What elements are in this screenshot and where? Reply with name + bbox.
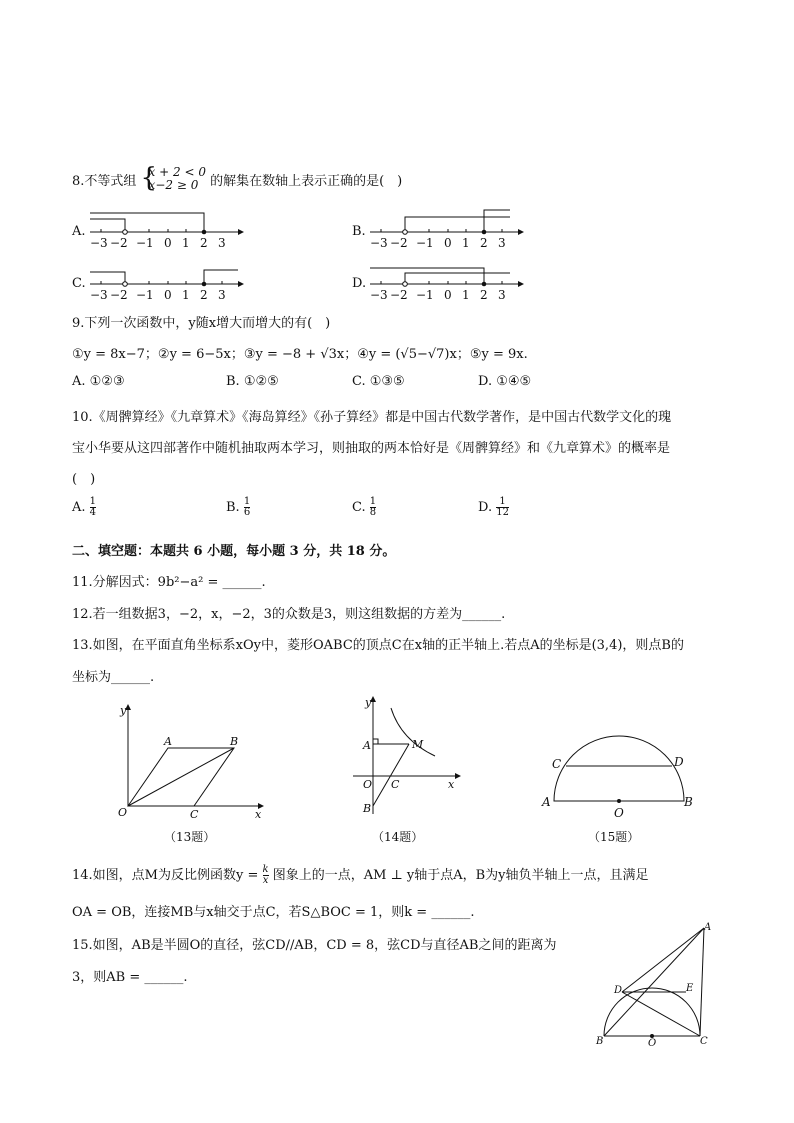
q11: 11.分解因式：9b²−a² = ______. bbox=[72, 575, 266, 590]
svg-text:B: B bbox=[596, 1036, 604, 1047]
svg-text:B: B bbox=[684, 795, 693, 809]
q15-line2: 3，则AB = ______. bbox=[72, 970, 188, 985]
q10-option-d: D. $\frac{1}{12}$ bbox=[478, 496, 509, 518]
q8-system bbox=[140, 162, 206, 193]
svg-text:O: O bbox=[614, 806, 624, 820]
q8-option-b-label: B. bbox=[352, 224, 366, 239]
q10-option-c: C. $\frac{1}{8}$ bbox=[352, 496, 377, 518]
q8-ineq1: x + 2 < 0 bbox=[148, 164, 206, 179]
q8-option-d-label: D. bbox=[352, 276, 367, 291]
svg-text:1: 1 bbox=[462, 236, 470, 250]
q15-line1: 15.如图，AB是半圆O的直径，弦CD//AB，CD = 8，弦CD与直径AB之间的距离为 bbox=[72, 938, 557, 953]
svg-text:C: C bbox=[190, 808, 199, 821]
figure-13 bbox=[112, 702, 272, 822]
q8-ineq2: x−2 ≥ 0 bbox=[148, 177, 199, 192]
svg-text:x: x bbox=[255, 808, 262, 821]
q10-line3: ( ) bbox=[72, 472, 96, 487]
svg-text:1: 1 bbox=[182, 236, 190, 250]
svg-text:B: B bbox=[363, 802, 372, 815]
svg-text:y: y bbox=[365, 696, 372, 709]
svg-text:−2: −2 bbox=[390, 236, 408, 250]
q13-line1: 13.如图，在平面直角坐标系xOy中，菱形OABC的顶点C在x轴的正半轴上.若点A的坐标是(3,4)，则点B的 bbox=[72, 638, 684, 653]
svg-text:B: B bbox=[230, 735, 239, 748]
svg-text:−2: −2 bbox=[110, 236, 128, 250]
svg-text:2: 2 bbox=[480, 236, 488, 250]
q9-option-d: D. ①④⑤ bbox=[478, 374, 532, 389]
svg-text:E: E bbox=[686, 983, 694, 994]
fraction-k-over-x: $\frac{k}{x}$ bbox=[262, 864, 269, 886]
q9-option-b: B. ①②⑤ bbox=[226, 374, 279, 389]
svg-text:−1: −1 bbox=[416, 288, 434, 302]
q10-line1: 10.《周髀算经》《九章算术》《海岛算经》《孙子算经》都是中国古代数学著作，是中国古代数学文化的瑰 bbox=[72, 410, 672, 425]
svg-text:C: C bbox=[391, 778, 400, 791]
q9-stem: 9.下列一次函数中，y随x增大而增大的有( ) bbox=[72, 316, 331, 331]
svg-text:3: 3 bbox=[498, 288, 506, 302]
svg-text:0: 0 bbox=[164, 236, 172, 250]
svg-text:A: A bbox=[542, 795, 551, 809]
svg-text:−3: −3 bbox=[370, 236, 388, 250]
q8-stem bbox=[72, 162, 403, 193]
svg-text:3: 3 bbox=[498, 236, 506, 250]
q10-option-a: A. $\frac{1}{4}$ bbox=[72, 496, 97, 518]
svg-text:−1: −1 bbox=[136, 236, 154, 250]
section-heading: 二、填空题：本题共 6 小题，每小题 3 分，共 18 分。 bbox=[72, 544, 396, 559]
svg-text:1: 1 bbox=[182, 288, 190, 302]
svg-text:2: 2 bbox=[480, 288, 488, 302]
number-line-c bbox=[88, 260, 248, 302]
figure-14 bbox=[345, 694, 465, 819]
q9-option-c: C. ①③⑤ bbox=[352, 374, 405, 389]
number-line-b bbox=[368, 205, 528, 250]
q14-line1: 14.如图，点M为反比例函数y = $\frac{k}{x}$ 图象上的一点，AM ⊥ y轴于点A，B为y轴负半轴上一点，且满足 bbox=[72, 864, 649, 886]
svg-text:−3: −3 bbox=[90, 236, 108, 250]
svg-text:3: 3 bbox=[218, 236, 226, 250]
svg-text:−2: −2 bbox=[390, 288, 408, 302]
svg-text:O: O bbox=[118, 806, 128, 819]
svg-text:C: C bbox=[700, 1036, 708, 1047]
q13-line2: 坐标为______. bbox=[72, 670, 155, 685]
svg-text:0: 0 bbox=[444, 236, 452, 250]
q12: 12.若一组数据3，−2，x，−2，3的众数是3，则这组数据的方差为______. bbox=[72, 607, 506, 622]
svg-text:O: O bbox=[363, 778, 373, 791]
svg-text:y: y bbox=[120, 704, 127, 717]
svg-text:A: A bbox=[363, 739, 371, 752]
svg-text:x: x bbox=[448, 778, 455, 791]
svg-text:D: D bbox=[674, 755, 684, 769]
caption-14: （14题） bbox=[372, 830, 424, 844]
q8-prefix: 8.不等式组 bbox=[72, 174, 137, 189]
svg-text:A: A bbox=[164, 735, 172, 748]
fraction: $\frac{1}{6}$ bbox=[243, 496, 251, 518]
svg-text:−2: −2 bbox=[110, 288, 128, 302]
number-line-d bbox=[368, 260, 528, 302]
q10-line2: 宝小华要从这四部著作中随机抽取两本学习，则抽取的两本恰好是《周髀算经》和《九章算术》的概率是 bbox=[72, 441, 671, 456]
svg-text:1: 1 bbox=[462, 288, 470, 302]
q10-option-b: B. $\frac{1}{6}$ bbox=[226, 496, 251, 518]
q8-suffix: 的解集在数轴上表示正确的是( ) bbox=[210, 174, 403, 189]
svg-text:M: M bbox=[412, 738, 424, 751]
svg-text:−3: −3 bbox=[370, 288, 388, 302]
svg-text:−3: −3 bbox=[90, 288, 108, 302]
q14-line2: OA = OB，连接MB与x轴交于点C，若S△BOC = 1，则k = ______. bbox=[72, 905, 475, 920]
svg-text:C: C bbox=[552, 757, 562, 771]
q9-items: ①y = 8x−7；②y = 6−5x；③y = −8 + √3x；④y = (√5−√7)x；⑤y = 9x. bbox=[72, 347, 528, 362]
fraction: $\frac{1}{8}$ bbox=[369, 496, 377, 518]
q8-option-c-label: C. bbox=[72, 276, 86, 291]
svg-text:O: O bbox=[648, 1038, 657, 1048]
svg-text:0: 0 bbox=[164, 288, 172, 302]
caption-15: （15题） bbox=[588, 830, 640, 844]
fraction: $\frac{1}{4}$ bbox=[89, 496, 97, 518]
number-line-a bbox=[88, 205, 248, 250]
fraction: $\frac{1}{12}$ bbox=[496, 496, 509, 518]
figure-16 bbox=[592, 918, 714, 1048]
q9-option-a: A. ①②③ bbox=[72, 374, 125, 389]
svg-text:0: 0 bbox=[444, 288, 452, 302]
svg-text:3: 3 bbox=[218, 288, 226, 302]
figure-15 bbox=[538, 728, 700, 820]
svg-text:−1: −1 bbox=[136, 288, 154, 302]
brace: { bbox=[140, 162, 158, 193]
q8-option-a-label: A. bbox=[72, 224, 86, 239]
svg-text:2: 2 bbox=[200, 288, 208, 302]
svg-text:A: A bbox=[704, 922, 712, 933]
svg-text:2: 2 bbox=[200, 236, 208, 250]
caption-13: （13题） bbox=[164, 830, 216, 844]
svg-text:−1: −1 bbox=[416, 236, 434, 250]
svg-text:D: D bbox=[614, 985, 623, 996]
